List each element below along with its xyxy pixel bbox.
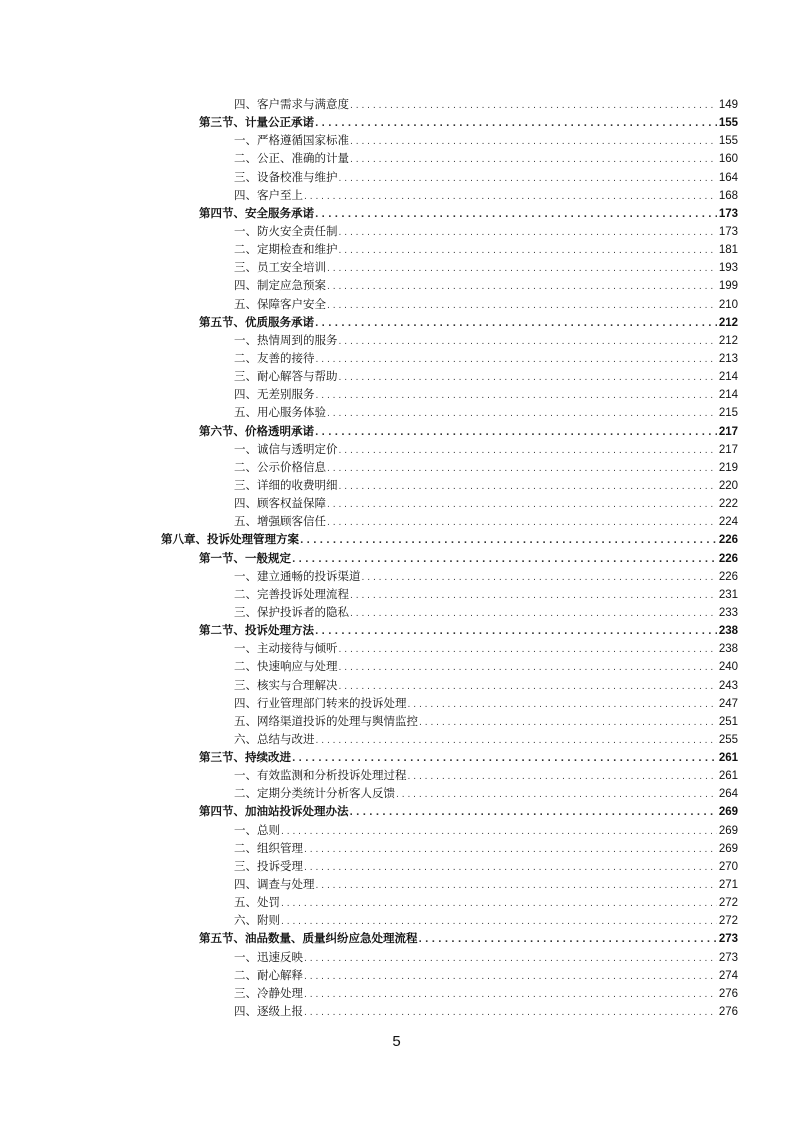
toc-entry-page: 214 <box>718 371 738 384</box>
toc-entry-title: 四、无差别服务 <box>234 387 315 402</box>
toc-entry-title: 第五节、油品数量、质量纠纷应急处理流程 <box>199 931 418 946</box>
toc-entry-page: 226 <box>718 570 738 583</box>
toc-entry-title: 三、投诉受理 <box>234 858 303 873</box>
toc-entry-page: 226 <box>718 534 738 547</box>
toc-entry-page: 222 <box>718 498 738 511</box>
toc-entry-page: 231 <box>718 588 738 601</box>
toc-entry-title: 二、友善的接待 <box>234 350 315 365</box>
toc-entry-page: 199 <box>718 280 738 293</box>
toc-entry-item[interactable] <box>0 567 738 585</box>
toc-entry-title: 六、附则 <box>234 913 280 928</box>
toc-entry-title: 五、处罚 <box>234 895 280 910</box>
toc-entry-chapter[interactable] <box>0 530 738 548</box>
toc-entry-page: 261 <box>718 770 738 783</box>
toc-entry-title: 四、顾客权益保障 <box>234 496 326 511</box>
toc-entry-title: 三、核实与合理解决 <box>234 677 338 692</box>
toc-entry-page: 276 <box>718 987 738 1000</box>
toc-entry-item[interactable] <box>0 911 738 929</box>
toc-entry-page: 272 <box>718 915 738 928</box>
toc-entry-title: 四、制定应急预案 <box>234 278 326 293</box>
toc-entry-item[interactable] <box>0 458 738 476</box>
toc-entry-item[interactable] <box>0 766 738 784</box>
toc-entry-section[interactable] <box>0 802 738 820</box>
toc-entry-page: 271 <box>718 879 738 892</box>
toc-entry-title: 五、网络渠道投诉的处理与舆情监控 <box>234 713 418 728</box>
toc-entry-title: 第三节、计量公正承诺 <box>199 115 314 130</box>
toc-entry-page: 212 <box>718 334 738 347</box>
toc-entry-item[interactable] <box>0 476 738 494</box>
toc-entry-title: 四、客户至上 <box>234 187 303 202</box>
toc-entry-item[interactable] <box>0 966 738 984</box>
toc-entry-title: 第五节、优质服务承诺 <box>199 314 314 329</box>
table-of-contents <box>0 95 793 1020</box>
toc-entry-item[interactable] <box>0 603 738 621</box>
toc-entry-page: 264 <box>718 788 738 801</box>
toc-entry-item[interactable] <box>0 331 738 349</box>
toc-entry-title: 三、保护投诉者的隐私 <box>234 604 349 619</box>
toc-entry-title: 四、行业管理部门转来的投诉处理 <box>234 695 407 710</box>
toc-entry-section[interactable] <box>0 929 738 947</box>
toc-entry-item[interactable] <box>0 131 738 149</box>
toc-entry-item[interactable] <box>0 276 738 294</box>
toc-entry-page: 261 <box>718 752 738 765</box>
toc-entry-title: 二、完善投诉处理流程 <box>234 586 349 601</box>
toc-entry-page: 217 <box>718 425 738 438</box>
toc-entry-page: 274 <box>718 969 738 982</box>
toc-entry-item[interactable] <box>0 821 738 839</box>
toc-entry-title: 第一节、一般规定 <box>199 550 291 565</box>
toc-entry-section[interactable] <box>0 748 738 766</box>
toc-entry-title: 五、保障客户安全 <box>234 296 326 311</box>
toc-entry-title: 二、耐心解释 <box>234 967 303 982</box>
toc-entry-title: 一、总则 <box>234 822 280 837</box>
toc-entry-item[interactable] <box>0 186 738 204</box>
toc-entry-page: 269 <box>718 824 738 837</box>
toc-entry-title: 一、防火安全责任制 <box>234 223 338 238</box>
toc-entry-page: 215 <box>718 407 738 420</box>
toc-entry-section[interactable] <box>0 422 738 440</box>
toc-entry-item[interactable] <box>0 1002 738 1020</box>
toc-entry-item[interactable] <box>0 676 738 694</box>
toc-entry-page: 251 <box>718 715 738 728</box>
toc-entry-title: 第四节、安全服务承诺 <box>199 205 314 220</box>
toc-entry-page: 226 <box>718 552 738 565</box>
toc-entry-page: 173 <box>718 225 738 238</box>
toc-entry-title: 一、迅速反映 <box>234 949 303 964</box>
toc-entry-title: 第六节、价格透明承诺 <box>199 423 314 438</box>
toc-entry-item[interactable] <box>0 258 738 276</box>
toc-entry-item[interactable] <box>0 149 738 167</box>
toc-entry-title: 二、定期分类统计分析客人反馈 <box>234 786 395 801</box>
toc-entry-title: 一、主动接待与倾听 <box>234 641 338 656</box>
toc-entry-title: 二、定期检查和维护 <box>234 242 338 257</box>
toc-entry-page: 243 <box>718 679 738 692</box>
toc-entry-page: 149 <box>718 99 738 111</box>
toc-entry-item[interactable] <box>0 893 738 911</box>
toc-entry-item[interactable] <box>0 440 738 458</box>
toc-entry-title: 二、公正、准确的计量 <box>234 151 349 166</box>
toc-entry-item[interactable] <box>0 585 738 603</box>
toc-entry-title: 三、员工安全培训 <box>234 260 326 275</box>
toc-entry-item[interactable] <box>0 712 738 730</box>
toc-entry-page: 240 <box>718 661 738 674</box>
toc-entry-page: 193 <box>718 262 738 275</box>
toc-entry-item[interactable] <box>0 385 738 403</box>
toc-entry-item[interactable] <box>0 403 738 421</box>
toc-entry-item[interactable] <box>0 839 738 857</box>
toc-entry-title: 三、详细的收费明细 <box>234 477 338 492</box>
toc-entry-title: 第二节、投诉处理方法 <box>199 623 314 638</box>
toc-entry-title: 第八章、投诉处理管理方案 <box>161 532 299 547</box>
toc-entry-title: 二、快速响应与处理 <box>234 659 338 674</box>
toc-entry-title: 五、增强顾客信任 <box>234 514 326 529</box>
toc-entry-item[interactable] <box>0 512 738 530</box>
toc-entry-page: 212 <box>718 316 738 329</box>
toc-entry-title: 四、逐级上报 <box>234 1004 303 1019</box>
toc-entry-page: 270 <box>718 860 738 873</box>
toc-entry-page: 217 <box>718 443 738 456</box>
toc-entry-page: 173 <box>718 207 738 220</box>
toc-entry-page: 214 <box>718 389 738 402</box>
toc-entry-title: 一、诚信与透明定价 <box>234 441 338 456</box>
toc-entry-page: 272 <box>718 897 738 910</box>
toc-entry-page: 155 <box>718 135 738 148</box>
toc-entry-section[interactable] <box>0 549 738 567</box>
toc-entry-item[interactable] <box>0 857 738 875</box>
toc-entry-title: 第四节、加油站投诉处理办法 <box>199 804 349 819</box>
toc-entry-section[interactable] <box>0 621 738 639</box>
toc-entry-page: 233 <box>718 606 738 619</box>
toc-entry-item[interactable] <box>0 875 738 893</box>
toc-entry-item[interactable] <box>0 95 738 113</box>
toc-entry-item[interactable] <box>0 168 738 186</box>
toc-entry-title: 一、建立通畅的投诉渠道 <box>234 568 361 583</box>
toc-entry-page: 238 <box>718 643 738 656</box>
toc-entry-page: 155 <box>718 117 738 130</box>
toc-dot-leader <box>304 1004 717 1022</box>
toc-entry-page: 210 <box>718 298 738 311</box>
toc-entry-title: 六、总结与改进 <box>234 731 315 746</box>
toc-entry-title: 三、冷静处理 <box>234 985 303 1000</box>
toc-entry-item[interactable] <box>0 694 738 712</box>
toc-entry-title: 四、调查与处理 <box>234 877 315 892</box>
toc-entry-page: 238 <box>718 625 738 638</box>
toc-entry-item[interactable] <box>0 984 738 1002</box>
toc-entry-section[interactable] <box>0 113 738 131</box>
toc-entry-page: 273 <box>718 933 738 946</box>
toc-entry-page: 255 <box>718 733 738 746</box>
toc-entry-page: 181 <box>718 244 738 257</box>
toc-entry-item[interactable] <box>0 730 738 748</box>
toc-entry-title: 五、用心服务体验 <box>234 405 326 420</box>
toc-entry-title: 一、有效监测和分析投诉处理过程 <box>234 768 407 783</box>
toc-entry-title: 三、耐心解答与帮助 <box>234 369 338 384</box>
toc-entry-page: 276 <box>718 1006 738 1019</box>
toc-entry-title: 二、公示价格信息 <box>234 459 326 474</box>
toc-entry-page: 224 <box>718 516 738 529</box>
toc-entry-item[interactable] <box>0 657 738 675</box>
toc-entry-section[interactable] <box>0 204 738 222</box>
toc-entry-page: 213 <box>718 352 738 365</box>
toc-entry-page: 219 <box>718 461 738 474</box>
toc-entry-item[interactable] <box>0 494 738 512</box>
toc-entry-page: 160 <box>718 153 738 166</box>
toc-entry-title: 四、客户需求与满意度 <box>234 97 349 111</box>
toc-entry-page: 220 <box>718 479 738 492</box>
toc-entry-title: 一、热情周到的服务 <box>234 332 338 347</box>
toc-entry-item[interactable] <box>0 367 738 385</box>
toc-entry-item[interactable] <box>0 295 738 313</box>
toc-entry-item[interactable] <box>0 784 738 802</box>
toc-entry-title: 三、设备校准与维护 <box>234 169 338 184</box>
toc-entry-title: 一、严格遵循国家标准 <box>234 133 349 148</box>
toc-entry-title: 第三节、持续改进 <box>199 750 291 765</box>
toc-entry-page: 269 <box>718 806 738 819</box>
toc-entry-section[interactable] <box>0 313 738 331</box>
toc-entry-item[interactable] <box>0 222 738 240</box>
page-number: 5 <box>392 1033 401 1050</box>
toc-entry-title: 二、组织管理 <box>234 840 303 855</box>
toc-entry-item[interactable] <box>0 349 738 367</box>
toc-entry-item[interactable] <box>0 639 738 657</box>
toc-entry-page: 168 <box>718 189 738 202</box>
toc-entry-item[interactable] <box>0 948 738 966</box>
toc-entry-page: 269 <box>718 842 738 855</box>
toc-entry-page: 273 <box>718 951 738 964</box>
toc-entry-page: 164 <box>718 171 738 184</box>
toc-entry-page: 247 <box>718 697 738 710</box>
toc-entry-item[interactable] <box>0 240 738 258</box>
